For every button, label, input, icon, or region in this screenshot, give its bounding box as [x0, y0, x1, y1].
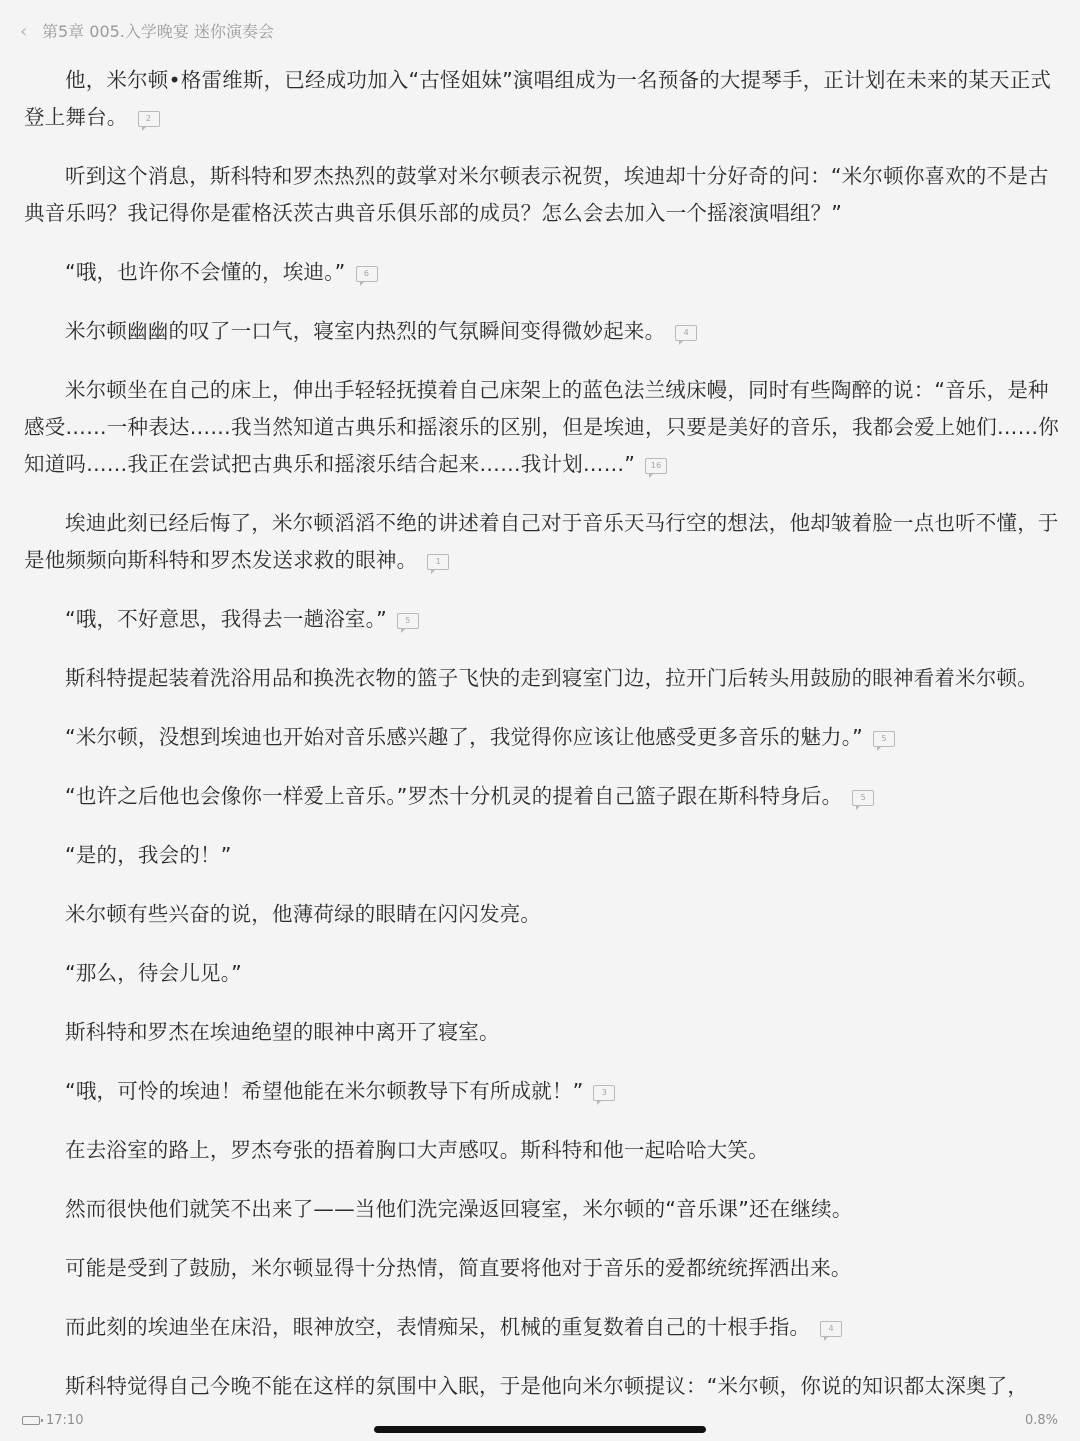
- paragraph: 然而很快他们就笑不出来了——当他们洗完澡返回寝室，米尔顿的“音乐课”还在继续。: [65, 1197, 853, 1221]
- paragraph: “米尔顿，没想到埃迪也开始对音乐感兴趣了，我觉得你应该让他感受更多音乐的魅力。” 5: [24, 719, 1060, 756]
- comment-bubble-icon[interactable]: 5: [873, 731, 895, 747]
- comment-bubble-icon[interactable]: 1: [427, 554, 449, 570]
- paragraph: 听到这个消息，斯科特和罗杰热烈的鼓掌对米尔顿表示祝贺，埃迪却十分好奇的问：“米尔顿你喜欢的不是古典音乐吗？我记得你是霍格沃茨古典音乐俱乐部的成员？怎么会去加入一个摇滚演唱组？”: [24, 164, 1049, 225]
- paragraph: 在去浴室的路上，罗杰夸张的捂着胸口大声感叹。斯科特和他一起哈哈大笑。: [65, 1138, 769, 1162]
- paragraph: “是的，我会的！”: [65, 843, 232, 867]
- comment-bubble-icon[interactable]: 4: [675, 325, 697, 341]
- battery-icon: [22, 1416, 40, 1425]
- paragraph: “那么，待会儿见。”: [65, 961, 242, 985]
- comment-bubble-icon[interactable]: 5: [397, 613, 419, 629]
- paragraph: “哦，也许你不会懂的，埃迪。” 6: [24, 254, 1060, 291]
- clock-time: 17:10: [46, 1413, 84, 1428]
- paragraph: 而此刻的埃迪坐在床沿，眼神放空，表情痴呆，机械的重复数着自己的十根手指。 4: [24, 1309, 1060, 1346]
- reader-footer: [0, 1404, 1080, 1441]
- home-indicator[interactable]: [374, 1426, 706, 1433]
- chapter-title[interactable]: 第5章 005.入学晚宴 迷你演奏会: [42, 22, 274, 41]
- reading-progress: 0.8%: [1024, 1413, 1058, 1428]
- comment-bubble-icon[interactable]: 6: [356, 266, 378, 282]
- comment-bubble-icon[interactable]: 2: [138, 111, 160, 127]
- paragraph: 米尔顿有些兴奋的说，他薄荷绿的眼睛在闪闪发亮。: [65, 902, 542, 926]
- comment-bubble-icon[interactable]: 3: [593, 1085, 615, 1101]
- paragraph: 斯科特和罗杰在埃迪绝望的眼神中离开了寝室。: [65, 1020, 500, 1044]
- paragraph: 斯科特提起装着洗浴用品和换洗衣物的篮子飞快的走到寝室门边，拉开门后转头用鼓励的眼神看着米尔顿。: [65, 666, 1038, 690]
- paragraph: 他，米尔顿•格雷维斯，已经成功加入“古怪姐妹”演唱组成为一名预备的大提琴手，正计划在未来的某天正式登上舞台。 2: [24, 68, 1052, 129]
- paragraph: “哦，可怜的埃迪！希望他能在米尔顿教导下有所成就！” 3: [24, 1073, 1060, 1110]
- reader-header: [0, 0, 1080, 62]
- comment-bubble-icon[interactable]: 5: [852, 790, 874, 806]
- paragraph: 米尔顿幽幽的叹了一口气，寝室内热烈的气氛瞬间变得微妙起来。 4: [24, 313, 1060, 350]
- paragraph: “哦，不好意思，我得去一趟浴室。” 5: [24, 601, 1060, 638]
- comment-bubble-icon[interactable]: 16: [645, 458, 667, 474]
- paragraph: 米尔顿坐在自己的床上，伸出手轻轻抚摸着自己床架上的蓝色法兰绒床幔，同时有些陶醉的说：“音乐，是种感受……一种表达……我当然知道古典乐和摇滚乐的区别，但是埃迪，只要是美好的音乐，我都会爱上她们……你知道吗……我正在尝试把古典乐和摇滚乐结合起来……我计划……” 16: [24, 378, 1059, 476]
- chevron-left-icon[interactable]: ‹: [20, 21, 28, 42]
- comment-bubble-icon[interactable]: 4: [820, 1321, 842, 1337]
- paragraph: 埃迪此刻已经后悔了，米尔顿滔滔不绝的讲述着自己对于音乐天马行空的想法，他却皱着脸一点也听不懂，于是他频频向斯科特和罗杰发送求救的眼神。 1: [24, 511, 1059, 572]
- paragraph: “也许之后他也会像你一样爱上音乐。”罗杰十分机灵的提着自己篮子跟在斯科特身后。 5: [24, 778, 1060, 815]
- paragraph: 斯科特觉得自己今晚不能在这样的氛围中入眠，于是他向米尔顿提议：“米尔顿，你说的知识都太深奥了，: [65, 1374, 1029, 1398]
- reading-content[interactable]: [24, 62, 1060, 1404]
- paragraph: 可能是受到了鼓励，米尔顿显得十分热情，简直要将他对于音乐的爱都统统挥洒出来。: [65, 1256, 852, 1280]
